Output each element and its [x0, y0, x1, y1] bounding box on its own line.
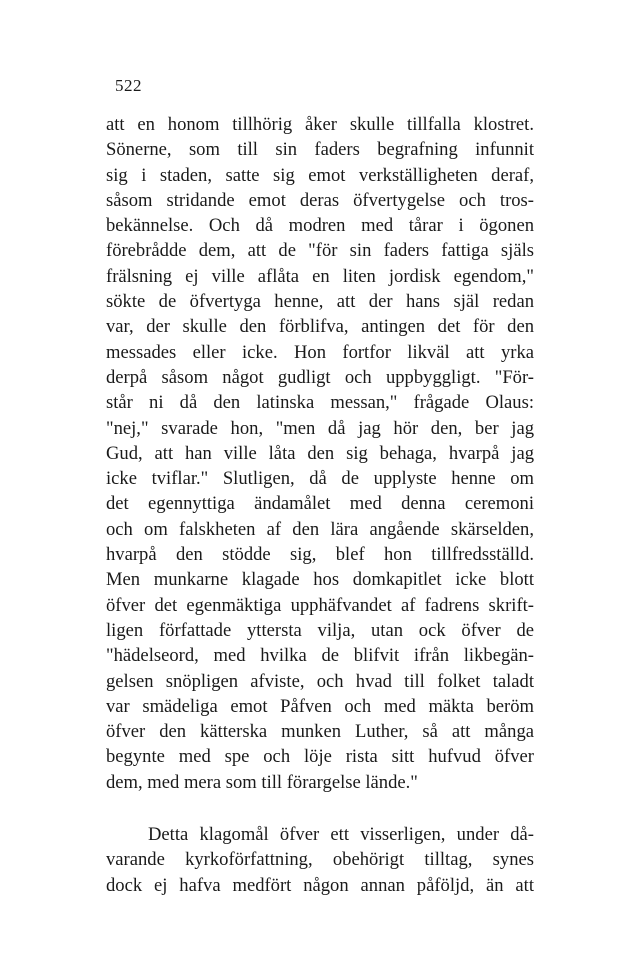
paragraph-2	[106, 822, 534, 898]
text-line: messades eller icke. Hon fortfor likväl att yrka	[106, 341, 534, 363]
text-line: förebrådde dem, att de "för sin faders fattiga själs	[106, 240, 534, 262]
text-line: frälsning ej ville aflåta en liten jordisk egendom,"	[106, 265, 534, 287]
text-line: sig i staden, satte sig emot verkställigheten deraf,	[106, 164, 534, 186]
text-line: Sönerne, som till sin faders begrafning infunnit	[106, 139, 534, 161]
text-line: står ni då den latinska messan," frågade Olaus:	[106, 392, 534, 414]
text-line: bekännelse. Och då modren med tårar i ögonen	[106, 215, 534, 237]
page-number: 522	[115, 76, 142, 95]
text-line: dem, med mera som till förargelse lände."	[106, 771, 418, 793]
text-line: Men munkarne klagade hos domkapitlet icke blott	[106, 569, 534, 591]
text-line: öfver det egenmäktiga upphäfvandet af fadrens skrift-	[106, 594, 534, 616]
text-line: såsom stridande emot deras öfvertygelse och tros-	[106, 189, 534, 211]
text-line: Detta klagomål öfver ett visserligen, under då-	[148, 824, 534, 846]
text-line: ligen författade yttersta vilja, utan ock öfver de	[106, 619, 534, 641]
text-line: Gud, att han ville låta den sig behaga, hvarpå jag	[106, 442, 534, 464]
text-line: "hädelseord, med hvilka de blifvit ifrån likbegän-	[106, 645, 534, 667]
paragraph-spacer	[106, 795, 534, 822]
text-line: var, der skulle den förblifva, antingen det för den	[106, 316, 534, 338]
text-line: dock ej hafva medfört någon annan påföljd, än att	[106, 874, 534, 896]
text-line: "nej," svarade hon, "men då jag hör den, ber jag	[106, 417, 534, 439]
text-line: begynte med spe och löje rista sitt hufvud öfver	[106, 746, 534, 768]
body-text	[106, 112, 534, 898]
text-line: och om falskheten af den lära angående skärselden,	[106, 518, 534, 540]
text-line: derpå såsom något gudligt och uppbyggligt. "För-	[106, 366, 534, 388]
text-line: varande kyrkoförfattning, obehörigt tilltag, synes	[106, 849, 534, 871]
text-line: icke tviflar." Slutligen, då de upplyste henne om	[106, 468, 534, 490]
text-line: sökte de öfvertyga henne, att der hans själ redan	[106, 291, 534, 313]
text-line: hvarpå den stödde sig, blef hon tillfredsställd.	[106, 544, 534, 566]
paragraph-1	[106, 112, 534, 795]
text-line: att en honom tillhörig åker skulle tillfalla klostret.	[106, 114, 534, 135]
text-line: var smädeliga emot Påfven och med mäkta beröm	[106, 695, 534, 717]
text-line: gelsen snöpligen afviste, och hvad till folket taladt	[106, 670, 534, 692]
text-line: öfver den kätterska munken Luther, så att många	[106, 721, 534, 743]
text-line: det egennyttiga ändamålet med denna ceremoni	[106, 493, 534, 515]
